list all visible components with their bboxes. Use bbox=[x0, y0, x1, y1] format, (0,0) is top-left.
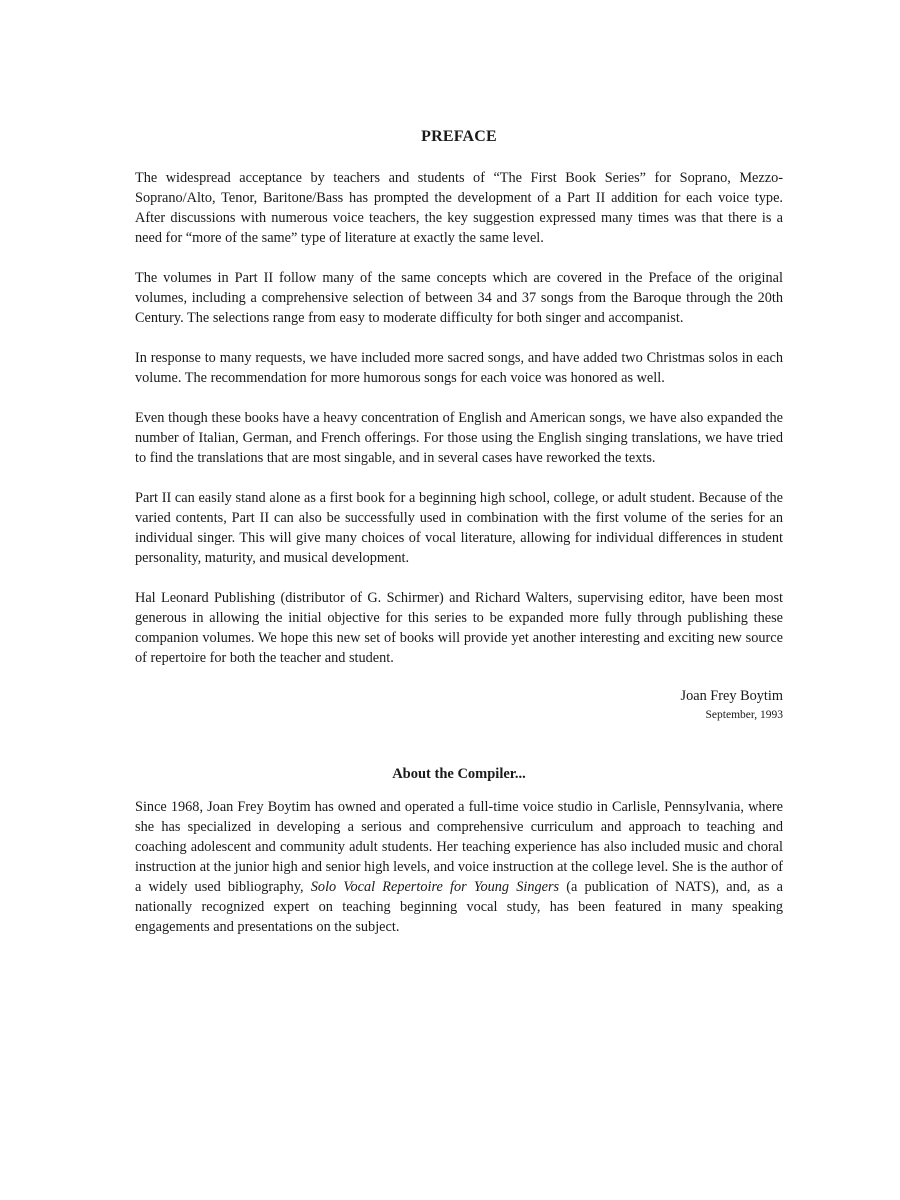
preface-title: PREFACE bbox=[421, 128, 497, 145]
preface-paragraph-1: The widespread acceptance by teachers and students of “The First Book Series” for Soprano, Mezzo-Soprano/Alto, Tenor, Baritone/Bass has prompted the development of a Part II addition for each voice type. After discussions with numerous voice teachers, the key suggestion expressed many times was that there is a need for “more of the same” type of literature at exactly the same level. bbox=[135, 170, 783, 246]
signature-block bbox=[135, 686, 783, 724]
signature-name: Joan Frey Boytim bbox=[680, 688, 783, 704]
preface-paragraph-4: Even though these books have a heavy concentration of English and American songs, we have also expanded the number of Italian, German, and French offerings. For those using the English singing translations, we have tried to find the translations that are most singable, and in several cases have reworked the texts. bbox=[135, 410, 783, 466]
about-text-part-2: (a publication of NATS), and, as a nationally recognized expert on teaching beginning vocal study, has been featured in many speaking engagements and presentations on the subject. bbox=[135, 879, 784, 935]
preface-paragraph-3: In response to many requests, we have included more sacred songs, and have added two Christmas solos in each volume. The recommendation for more humorous songs for each voice was honored as well. bbox=[135, 350, 783, 386]
about-compiler-title: About the Compiler... bbox=[392, 766, 526, 782]
about-text-part-1: Since 1968, Joan Frey Boytim has owned and operated a full-time voice studio in Carlisle, Pennsylvania, where she has specialized in developing a serious and comprehensive curriculum and approach to teaching and coaching adolescent and community adult students. Her teaching experience has also included music and choral instruction at the junior high and senior high levels, and voice instruction at the college level. She is the author of a widely used bibliography, bbox=[135, 799, 783, 895]
signature-date: September, 1993 bbox=[705, 709, 783, 721]
book-title: Solo Vocal Repertoire for Young Singers bbox=[310, 879, 560, 895]
page-content bbox=[135, 128, 783, 957]
preface-paragraph-2: The volumes in Part II follow many of the same concepts which are covered in the Preface of the original volumes, including a comprehensive selection of between 34 and 37 songs from the Baroque through the 20th Century. The selections range from easy to moderate difficulty for both singer and accompanist. bbox=[135, 270, 783, 326]
about-compiler-paragraph bbox=[135, 797, 783, 937]
preface-paragraph-5: Part II can easily stand alone as a first book for a beginning high school, college, or adult student. Because of the varied contents, Part II can also be successfully used in combination with the first volume of the series for an individual singer. This will give many choices of vocal literature, allowing for individual differences in student personality, maturity, and musical development. bbox=[135, 490, 783, 566]
preface-paragraph-6: Hal Leonard Publishing (distributor of G. Schirmer) and Richard Walters, supervising editor, have been most generous in allowing the initial objective for this series to be expanded more fully through publishing these companion volumes. We hope this new set of books will provide yet another interesting and exciting new source of repertoire for both the teacher and student. bbox=[135, 590, 783, 666]
